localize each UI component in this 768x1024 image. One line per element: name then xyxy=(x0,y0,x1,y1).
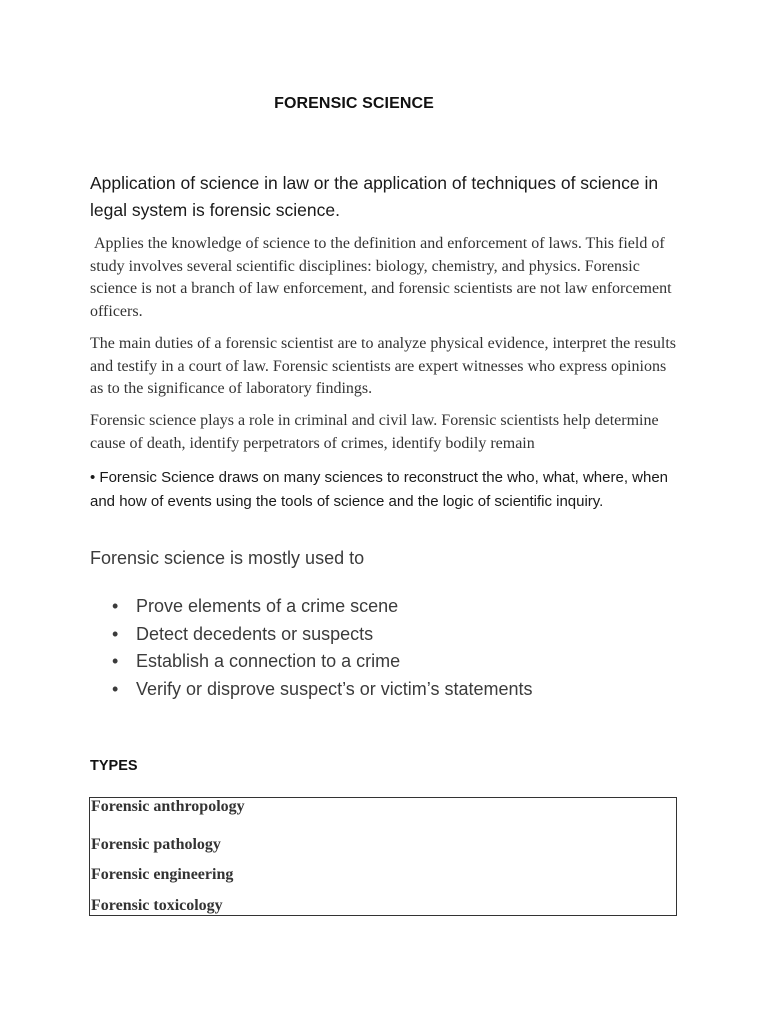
table-row: Forensic anthropology xyxy=(91,798,245,815)
table-row: Forensic pathology xyxy=(91,836,221,853)
paragraph-duties: The main duties of a forensic scientist are to analyze physical evidence, interpret the results and testify in a court of law. Forensic scientists are expert witnesses who express opinions as to the significance of laboratory findings. xyxy=(90,335,676,397)
list-item xyxy=(112,676,532,704)
list-item xyxy=(112,621,532,649)
list-item xyxy=(112,648,532,676)
types-table xyxy=(89,797,677,916)
list-item-label: Establish a connection to a crime xyxy=(136,651,401,671)
bullet-icon: • xyxy=(112,678,119,699)
paragraph-role: Forensic science plays a role in criminal and civil law. Forensic scientists help determine cause of death, identify perpetrators of crimes, identify bodily remain xyxy=(90,412,659,452)
list-item-label: Prove elements of a crime scene xyxy=(136,596,399,616)
types-heading: TYPES xyxy=(90,758,138,774)
bullet-icon: • xyxy=(112,623,119,644)
bullet-icon: • xyxy=(112,651,119,671)
uses-list xyxy=(112,593,532,703)
table-row: Forensic toxicology xyxy=(91,897,223,914)
list-item xyxy=(112,593,532,621)
page-title: FORENSIC SCIENCE xyxy=(274,95,434,112)
table-row: Forensic engineering xyxy=(91,866,234,883)
uses-heading: Forensic science is mostly used to xyxy=(90,548,365,568)
list-item-label: Detect decedents or suspects xyxy=(136,623,374,644)
paragraph-draws-on-sciences: • Forensic Science draws on many sciences to reconstruct the who, what, where, when and how of events using the tools of science and the logic of scientific inquiry. xyxy=(90,469,669,510)
bullet-icon: • xyxy=(112,596,119,616)
list-item-label: Verify or disprove suspect’s or victim’s statements xyxy=(136,678,533,699)
paragraph-knowledge: Applies the knowledge of science to the definition and enforcement of laws. This field of study involves several scientific disciplines: biology, chemistry, and physics. Forensic science is not a branch of law enforcement, and forensic scientists are not law enforcement officers. xyxy=(90,235,676,320)
intro-paragraph: Application of science in law or the application of techniques of science in legal system is forensic science. xyxy=(90,173,659,220)
